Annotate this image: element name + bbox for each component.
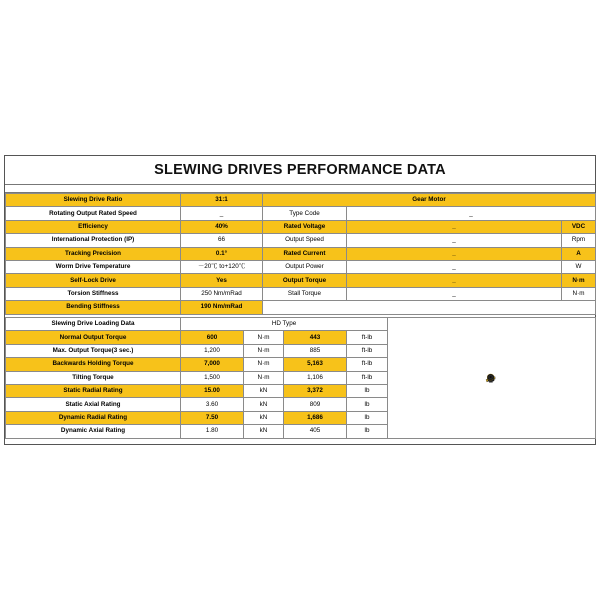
spec-value: 250 Nm/mRad xyxy=(181,287,263,300)
loading-data-table xyxy=(5,317,596,439)
load-label: Tilting Torque xyxy=(6,371,181,384)
load-value-metric: 3.60 xyxy=(181,398,244,411)
load-unit-metric: N·m xyxy=(244,358,284,371)
motor-spec-value: _ xyxy=(347,260,562,273)
load-label: Static Radial Rating xyxy=(6,384,181,397)
motor-spec-value: _ xyxy=(347,274,562,287)
load-unit-imperial: ft-lb xyxy=(347,331,388,344)
motor-spec-label: Type Code xyxy=(263,207,347,220)
motor-spec-label: Output Torque xyxy=(263,274,347,287)
spec-value: _ xyxy=(181,207,263,220)
page-title: SLEWING DRIVES PERFORMANCE DATA xyxy=(154,162,446,178)
load-value-imperial: 1,106 xyxy=(284,371,347,384)
load-unit-imperial: lb xyxy=(347,425,388,438)
load-value-imperial: 885 xyxy=(284,344,347,357)
load-label: Dynamic Radial Rating xyxy=(6,411,181,424)
load-unit-imperial: lb xyxy=(347,398,388,411)
load-unit-metric: N·m xyxy=(244,371,284,384)
spec-label: International Protection (IP) xyxy=(6,234,181,247)
load-value-metric: 7.50 xyxy=(181,411,244,424)
spec-label: Efficiency xyxy=(6,220,181,233)
load-unit-metric: kN xyxy=(244,425,284,438)
load-value-imperial: 809 xyxy=(284,398,347,411)
load-value-imperial: 5,163 xyxy=(284,358,347,371)
load-value-metric: 600 xyxy=(181,331,244,344)
motor-spec-unit: N·m xyxy=(562,287,596,300)
load-value-imperial: 3,372 xyxy=(284,384,347,397)
load-value-imperial: 405 xyxy=(284,425,347,438)
load-value-imperial: 1,686 xyxy=(284,411,347,424)
loading-header-row xyxy=(6,318,596,331)
load-value-imperial: 443 xyxy=(284,331,347,344)
motor-spec-label: Rated Voltage xyxy=(263,220,347,233)
load-unit-imperial: ft-lb xyxy=(347,358,388,371)
slewing-drive-icon xyxy=(388,372,595,384)
motor-spec-value: _ xyxy=(347,234,562,247)
motor-spec-unit: VDC xyxy=(562,220,596,233)
load-unit-imperial: lb xyxy=(347,384,388,397)
load-unit-metric: kN xyxy=(244,411,284,424)
performance-row xyxy=(6,274,596,287)
spec-label: Worm Drive Temperature xyxy=(6,260,181,273)
load-unit-metric: N·m xyxy=(244,331,284,344)
motor-spec-label: Output Power xyxy=(263,260,347,273)
load-label: Static Axial Rating xyxy=(6,398,181,411)
spec-label: Rotating Output Rated Speed xyxy=(6,207,181,220)
spec-value: Yes xyxy=(181,274,263,287)
load-value-metric: 15.00 xyxy=(181,384,244,397)
load-unit-metric: kN xyxy=(244,398,284,411)
load-value-metric: 1.80 xyxy=(181,425,244,438)
load-value-metric: 1,200 xyxy=(181,344,244,357)
spec-label: Tracking Precision xyxy=(6,247,181,260)
load-value-metric: 7,000 xyxy=(181,358,244,371)
motor-spec-unit: A xyxy=(562,247,596,260)
spec-label: Self-Lock Drive xyxy=(6,274,181,287)
motor-spec-unit: Rpm xyxy=(562,234,596,247)
empty-cell xyxy=(263,301,596,314)
performance-row xyxy=(6,260,596,273)
spec-value: 190 Nm/mRad xyxy=(181,301,263,314)
loading-header-label: Slewing Drive Loading Data xyxy=(6,318,181,331)
load-label: Max. Output Torque(3 sec.) xyxy=(6,344,181,357)
motor-spec-value: _ xyxy=(347,207,596,220)
load-unit-metric: N·m xyxy=(244,344,284,357)
loading-header-type: HD Type xyxy=(181,318,388,331)
load-value-metric: 1,500 xyxy=(181,371,244,384)
performance-row xyxy=(6,234,596,247)
load-label: Backwards Holding Torque xyxy=(6,358,181,371)
load-unit-metric: kN xyxy=(244,384,284,397)
title-divider xyxy=(5,184,595,193)
spec-value: －20℃ to+120℃ xyxy=(181,260,263,273)
spec-value: 31:1 xyxy=(181,194,263,207)
motor-spec-label: Rated Current xyxy=(263,247,347,260)
performance-row xyxy=(6,207,596,220)
motor-spec-label: Output Speed xyxy=(263,234,347,247)
performance-row xyxy=(6,220,596,233)
load-unit-imperial: lb xyxy=(347,411,388,424)
performance-row xyxy=(6,287,596,300)
spec-label: Bending Stiffness xyxy=(6,301,181,314)
spec-value: 66 xyxy=(181,234,263,247)
spec-label: Torsion Stiffness xyxy=(6,287,181,300)
performance-row xyxy=(6,247,596,260)
performance-sheet xyxy=(4,155,596,445)
slewing-drive-image xyxy=(388,318,596,439)
performance-row xyxy=(6,194,596,207)
load-label: Normal Output Torque xyxy=(6,331,181,344)
motor-spec-value: _ xyxy=(347,247,562,260)
spec-value: 40% xyxy=(181,220,263,233)
spec-value: 0.1° xyxy=(181,247,263,260)
motor-spec-value: _ xyxy=(347,220,562,233)
motor-spec-label: Stall Torque xyxy=(263,287,347,300)
motor-spec-unit: W xyxy=(562,260,596,273)
spec-label: Slewing Drive Ratio xyxy=(6,194,181,207)
performance-table xyxy=(5,193,596,315)
motor-spec-value: _ xyxy=(347,287,562,300)
motor-spec-unit: N·m xyxy=(562,274,596,287)
performance-row xyxy=(6,301,596,314)
gear-motor-header: Gear Motor xyxy=(263,194,596,207)
load-unit-imperial: ft-lb xyxy=(347,371,388,384)
load-unit-imperial: ft-lb xyxy=(347,344,388,357)
load-label: Dynamic Axial Rating xyxy=(6,425,181,438)
